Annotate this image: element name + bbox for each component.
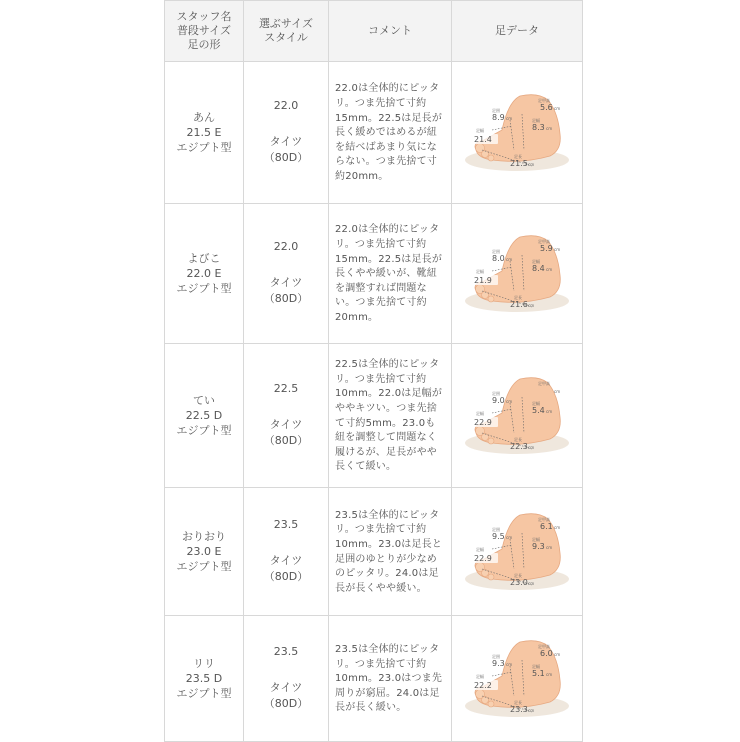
unit-girth: cm — [506, 534, 513, 540]
size-table — [164, 0, 583, 742]
unit-length: cm — [528, 707, 535, 713]
table-row — [165, 62, 583, 204]
foot-data-cell — [452, 616, 583, 742]
value-length: 21.5 — [510, 158, 528, 168]
value-girth: 9.5 — [492, 531, 505, 541]
header-size-style — [244, 1, 329, 62]
foot-shape: エジプト型 — [176, 560, 232, 573]
label-width: 足幅 — [532, 536, 540, 542]
foot-shape: エジプト型 — [176, 424, 232, 437]
foot-diagram — [462, 90, 572, 176]
label-heel: 足幅 — [476, 268, 484, 274]
value-ball: 9.3 — [532, 541, 545, 551]
value-instep: 6.1 — [540, 521, 553, 531]
header-chosen-size: 選ぶサイズ — [258, 17, 314, 30]
style-denier: （80D） — [263, 570, 309, 583]
value-heel: 22.9 — [474, 417, 492, 427]
size-style-cell — [244, 616, 329, 742]
staff-cell — [165, 62, 244, 204]
label-width: 足幅 — [532, 117, 540, 123]
value-girth: 9.3 — [492, 658, 505, 668]
staff-cell — [165, 488, 244, 616]
label-width: 足幅 — [532, 663, 540, 669]
size-style-cell — [244, 204, 329, 344]
foot-diagram — [462, 373, 572, 459]
toe-2 — [482, 696, 489, 703]
toe-2 — [482, 150, 489, 157]
label-heel: 足幅 — [476, 546, 484, 552]
value-length: 23.3 — [510, 704, 528, 714]
table-header-row — [165, 1, 583, 62]
label-girth: 足囲 — [492, 526, 500, 532]
foot-data-cell — [452, 488, 583, 616]
unit-ball: cm — [546, 544, 553, 550]
comment-text: 22.0は全体的にピッタリ。つま先捨て寸約15mm。22.5は足長が長く緩めではめるが紐を結べばあまり気にならない。つま先捨て寸約20mm。 — [335, 83, 443, 182]
foot-diagram — [462, 636, 572, 722]
toe-2 — [482, 433, 489, 440]
value-heel: 22.2 — [474, 680, 492, 690]
toe-3 — [488, 574, 494, 580]
toe-2 — [482, 569, 489, 576]
usual-size: 22.0 E — [186, 267, 222, 280]
comment-cell — [329, 204, 452, 344]
label-length: 足長 — [514, 294, 522, 300]
label-girth: 足囲 — [492, 248, 500, 254]
foot-data-cell — [452, 62, 583, 204]
unit-instep: cm — [554, 651, 561, 657]
label-girth: 足囲 — [492, 390, 500, 396]
label-length: 足長 — [514, 436, 522, 442]
label-instep: 足甲高 — [538, 643, 550, 649]
size-style-cell — [244, 62, 329, 204]
value-length: 22.3 — [510, 441, 528, 451]
comment-cell — [329, 488, 452, 616]
chosen-size: 22.0 — [273, 99, 299, 112]
style-name: タイツ — [269, 276, 303, 289]
unit-girth: cm — [506, 115, 513, 121]
toe-3 — [488, 155, 494, 161]
style-name: タイツ — [269, 135, 303, 148]
chosen-size: 23.5 — [273, 645, 299, 658]
label-width: 足幅 — [532, 258, 540, 264]
usual-size: 23.5 D — [185, 672, 223, 685]
label-heel: 足幅 — [476, 673, 484, 679]
style-name: タイツ — [269, 554, 303, 567]
value-instep: 5.6 — [540, 102, 553, 112]
comment-text: 23.5は全体的にピッタリ。つま先捨て寸約10mm。23.0はつま先周りが窮屈。24.0は足長が長く緩い。 — [335, 644, 443, 714]
value-ball: 8.3 — [532, 122, 545, 132]
comment-text: 22.5は全体的にピッタリ。つま先捨て寸約10mm。22.0は足幅がややキツい。つま先捨て寸約5mm。23.0も紐を調整して問題なく履けるが、足長がやや長くて緩い。 — [335, 359, 443, 473]
table-row — [165, 488, 583, 616]
value-instep: 6.0 — [540, 648, 553, 658]
value-heel: 21.4 — [474, 134, 492, 144]
style-denier: （80D） — [263, 697, 309, 710]
label-width: 足幅 — [532, 400, 540, 406]
header-foot-shape: 足の形 — [187, 38, 221, 51]
header-foot-data: 足データ — [452, 1, 583, 62]
foot-shape: エジプト型 — [176, 141, 232, 154]
value-ball: 5.4 — [532, 405, 545, 415]
header-comment: コメント — [329, 1, 452, 62]
usual-size: 21.5 E — [186, 126, 222, 139]
unit-instep: cm — [554, 388, 561, 394]
unit-length: cm — [528, 161, 535, 167]
chosen-size: 22.0 — [273, 240, 299, 253]
style-name: タイツ — [269, 681, 303, 694]
style-denier: （80D） — [263, 151, 309, 164]
comment-cell — [329, 616, 452, 742]
value-girth: 8.9 — [492, 112, 505, 122]
foot-shape: エジプト型 — [176, 282, 232, 295]
chosen-size: 23.5 — [273, 518, 299, 531]
staff-name: あん — [193, 111, 215, 124]
unit-girth: cm — [506, 256, 513, 262]
header-staff — [165, 1, 244, 62]
comment-cell — [329, 344, 452, 488]
foot-diagram — [462, 231, 572, 317]
toe-2 — [482, 291, 489, 298]
unit-ball: cm — [546, 671, 553, 677]
label-length: 足長 — [514, 572, 522, 578]
label-length: 足長 — [514, 699, 522, 705]
header-staff-name: スタッフ名 — [176, 10, 232, 23]
label-instep: 足甲高 — [538, 97, 550, 103]
unit-ball: cm — [546, 408, 553, 414]
staff-cell — [165, 204, 244, 344]
unit-length: cm — [528, 444, 535, 450]
usual-size: 22.5 D — [185, 409, 223, 422]
label-length: 足長 — [514, 153, 522, 159]
value-heel: 21.9 — [474, 275, 492, 285]
label-girth: 足囲 — [492, 653, 500, 659]
foot-shape: エジプト型 — [176, 687, 232, 700]
staff-name: よびこ — [187, 252, 221, 265]
value-length: 23.0 — [510, 577, 528, 587]
unit-instep: cm — [554, 246, 561, 252]
usual-size: 23.0 E — [186, 545, 222, 558]
label-instep: 足甲高 — [538, 238, 550, 244]
size-chart — [164, 0, 578, 742]
label-heel: 足幅 — [476, 127, 484, 133]
comment-text: 23.5は全体的にピッタリ。つま先捨て寸約10mm。23.0は足長と足囲のゆとりが少なめのピッタリ。24.0は足長が長くやや緩い。 — [335, 509, 443, 594]
label-girth: 足囲 — [492, 107, 500, 113]
value-length: 21.6 — [510, 299, 528, 309]
staff-name: おりおり — [182, 530, 226, 543]
table-row — [165, 204, 583, 344]
foot-diagram — [462, 509, 572, 595]
value-ball: 8.4 — [532, 263, 545, 273]
unit-length: cm — [528, 580, 535, 586]
size-style-cell — [244, 344, 329, 488]
label-instep: 足甲高 — [538, 380, 550, 386]
unit-length: cm — [528, 302, 535, 308]
style-denier: （80D） — [263, 292, 309, 305]
value-heel: 22.9 — [474, 553, 492, 563]
table-row — [165, 344, 583, 488]
foot-data-cell — [452, 344, 583, 488]
unit-instep: cm — [554, 524, 561, 530]
unit-instep: cm — [554, 105, 561, 111]
comment-text: 22.0は全体的にピッタリ。つま先捨て寸約15mm。22.5は足長が長くやや緩いが、靴紐を調整すれば問題ない。つま先捨て寸約20mm。 — [335, 224, 443, 323]
label-heel: 足幅 — [476, 410, 484, 416]
header-usual-size: 普段サイズ — [176, 24, 232, 37]
unit-ball: cm — [546, 266, 553, 272]
toe-3 — [488, 438, 494, 444]
label-instep: 足甲高 — [538, 516, 550, 522]
staff-cell — [165, 616, 244, 742]
unit-girth: cm — [506, 661, 513, 667]
value-ball: 5.1 — [532, 668, 545, 678]
chosen-size: 22.5 — [273, 382, 299, 395]
unit-ball: cm — [546, 125, 553, 131]
style-denier: （80D） — [263, 434, 309, 447]
value-instep: 5.9 — [540, 243, 553, 253]
value-girth: 9.0 — [492, 395, 505, 405]
table-row — [165, 616, 583, 742]
value-girth: 8.0 — [492, 253, 505, 263]
comment-cell — [329, 62, 452, 204]
toe-3 — [488, 296, 494, 302]
staff-name: てい — [193, 394, 215, 407]
staff-cell — [165, 344, 244, 488]
toe-3 — [488, 701, 494, 707]
unit-girth: cm — [506, 398, 513, 404]
size-style-cell — [244, 488, 329, 616]
header-style: スタイル — [264, 31, 308, 44]
foot-data-cell — [452, 204, 583, 344]
staff-name: リリ — [193, 657, 215, 670]
style-name: タイツ — [269, 418, 303, 431]
